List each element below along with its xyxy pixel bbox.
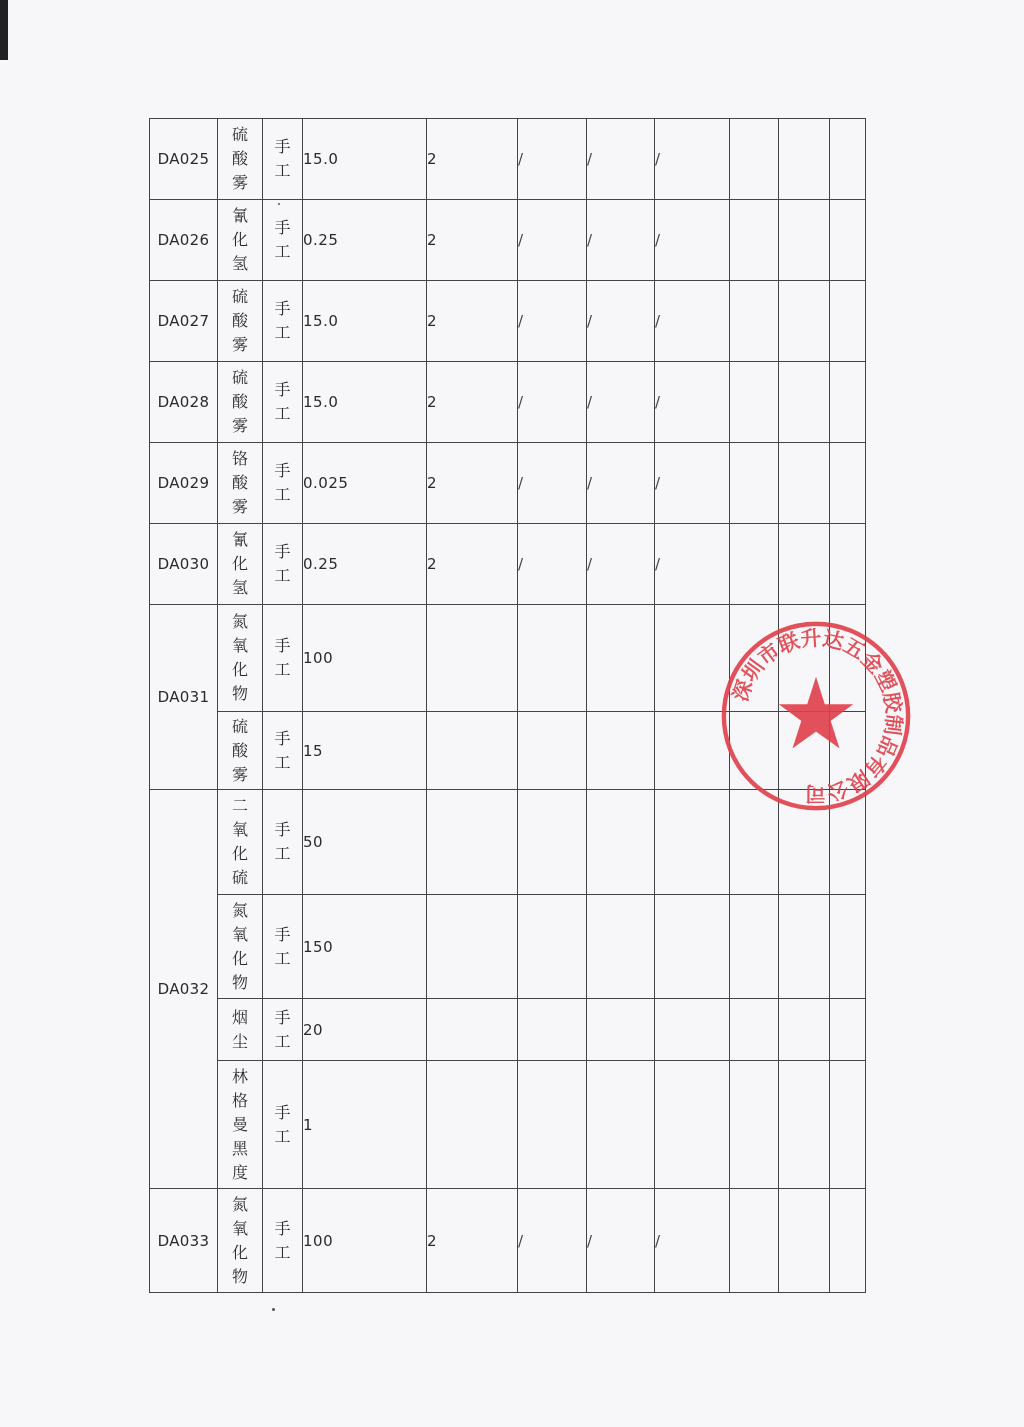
pollutant-name bbox=[218, 1189, 263, 1293]
empty-cell bbox=[779, 362, 830, 443]
column-value: / bbox=[655, 443, 730, 524]
empty-cell bbox=[730, 362, 779, 443]
monitoring-method-text: 手工 bbox=[274, 218, 291, 261]
table-row bbox=[150, 200, 866, 281]
column-value bbox=[587, 1061, 655, 1189]
monitoring-method-text: 手工 bbox=[274, 1102, 291, 1146]
pollutant-name bbox=[218, 712, 263, 790]
empty-cell bbox=[730, 119, 779, 200]
outlet-code: DA025 bbox=[150, 119, 218, 200]
monitoring-frequency: 2 bbox=[427, 281, 518, 362]
column-value bbox=[587, 999, 655, 1061]
column-value bbox=[655, 1061, 730, 1189]
scan-speck bbox=[278, 203, 280, 205]
empty-cell bbox=[830, 119, 866, 200]
outlet-code: DA031 bbox=[150, 605, 218, 790]
empty-cell bbox=[830, 1061, 866, 1189]
pollutant-name-text: 烟尘 bbox=[231, 1007, 248, 1051]
empty-cell bbox=[730, 200, 779, 281]
column-value: / bbox=[587, 1189, 655, 1293]
emission-limit: 20 bbox=[303, 999, 427, 1061]
table-row bbox=[150, 524, 866, 605]
column-value bbox=[587, 790, 655, 895]
outlet-code: DA027 bbox=[150, 281, 218, 362]
column-value: / bbox=[587, 119, 655, 200]
empty-cell bbox=[779, 524, 830, 605]
monitoring-method bbox=[263, 895, 303, 999]
empty-cell bbox=[830, 443, 866, 524]
column-value bbox=[518, 999, 587, 1061]
column-value: / bbox=[518, 119, 587, 200]
column-value bbox=[655, 999, 730, 1061]
outlet-code: DA032 bbox=[150, 790, 218, 1189]
column-value: / bbox=[587, 200, 655, 281]
pollutant-name-text: 硫酸雾 bbox=[231, 287, 248, 354]
scan-speck bbox=[272, 1308, 275, 1311]
monitoring-method bbox=[263, 1189, 303, 1293]
monitoring-method bbox=[263, 790, 303, 895]
monitoring-method-text: 手工 bbox=[274, 636, 291, 679]
pollutant-name-text: 林格曼黑度 bbox=[231, 1066, 248, 1182]
empty-cell bbox=[779, 999, 830, 1061]
monitoring-frequency bbox=[427, 1061, 518, 1189]
company-seal bbox=[718, 618, 914, 814]
seal-text: 深圳市联升达五金塑胶制品有限公司 bbox=[728, 625, 907, 806]
pollutant-name bbox=[218, 999, 263, 1061]
monitoring-method bbox=[263, 362, 303, 443]
outlet-code: DA029 bbox=[150, 443, 218, 524]
empty-cell bbox=[830, 1189, 866, 1293]
emission-limit: 15.0 bbox=[303, 362, 427, 443]
emission-limit: 0.25 bbox=[303, 524, 427, 605]
pollutant-name-text: 二氧化硫 bbox=[231, 796, 248, 887]
monitoring-method bbox=[263, 712, 303, 790]
empty-cell bbox=[779, 895, 830, 999]
empty-cell bbox=[779, 443, 830, 524]
monitoring-frequency bbox=[427, 605, 518, 712]
column-value: / bbox=[587, 281, 655, 362]
column-value bbox=[587, 712, 655, 790]
pollutant-name-text: 氮氧化物 bbox=[231, 900, 248, 992]
empty-cell bbox=[779, 119, 830, 200]
pollutant-name bbox=[218, 790, 263, 895]
column-value: / bbox=[655, 362, 730, 443]
column-value bbox=[518, 1061, 587, 1189]
empty-cell bbox=[730, 1189, 779, 1293]
column-value: / bbox=[655, 281, 730, 362]
pollutant-name bbox=[218, 119, 263, 200]
table-row bbox=[150, 281, 866, 362]
empty-cell bbox=[830, 999, 866, 1061]
emission-limit: 15.0 bbox=[303, 281, 427, 362]
pollutant-name-text: 氰化氢 bbox=[231, 530, 248, 597]
pollutant-name bbox=[218, 605, 263, 712]
empty-cell bbox=[830, 281, 866, 362]
column-value: / bbox=[518, 362, 587, 443]
outlet-code: DA026 bbox=[150, 200, 218, 281]
emission-limit: 0.025 bbox=[303, 443, 427, 524]
emission-limit: 150 bbox=[303, 895, 427, 999]
column-value: / bbox=[655, 1189, 730, 1293]
table-row bbox=[150, 119, 866, 200]
monitoring-method-text: 手工 bbox=[274, 299, 291, 342]
column-value: / bbox=[518, 524, 587, 605]
monitoring-method bbox=[263, 281, 303, 362]
monitoring-method bbox=[263, 119, 303, 200]
monitoring-method bbox=[263, 999, 303, 1061]
monitoring-method-text: 手工 bbox=[274, 1218, 291, 1262]
empty-cell bbox=[730, 999, 779, 1061]
monitoring-frequency: 2 bbox=[427, 443, 518, 524]
monitoring-frequency: 2 bbox=[427, 119, 518, 200]
emission-limit: 50 bbox=[303, 790, 427, 895]
monitoring-frequency: 2 bbox=[427, 1189, 518, 1293]
scan-edge-mark bbox=[0, 0, 8, 60]
table-row bbox=[150, 362, 866, 443]
table-row bbox=[150, 443, 866, 524]
monitoring-method-text: 手工 bbox=[274, 728, 291, 772]
monitoring-method-text: 手工 bbox=[274, 542, 291, 585]
monitoring-method-text: 手工 bbox=[274, 461, 291, 504]
seal-star-icon bbox=[779, 677, 853, 749]
monitoring-method-text: 手工 bbox=[274, 1007, 291, 1051]
outlet-code: DA028 bbox=[150, 362, 218, 443]
column-value: / bbox=[518, 200, 587, 281]
monitoring-method-text: 手工 bbox=[274, 380, 291, 423]
pollutant-name bbox=[218, 443, 263, 524]
monitoring-frequency bbox=[427, 712, 518, 790]
column-value: / bbox=[518, 443, 587, 524]
empty-cell bbox=[779, 281, 830, 362]
empty-cell bbox=[830, 200, 866, 281]
empty-cell bbox=[730, 1061, 779, 1189]
monitoring-frequency: 2 bbox=[427, 200, 518, 281]
pollutant-name-text: 氰化氢 bbox=[231, 206, 248, 273]
table-row bbox=[150, 1061, 866, 1189]
pollutant-name-text: 铬酸雾 bbox=[231, 449, 248, 516]
column-value bbox=[655, 895, 730, 999]
pollutant-name-text: 硫酸雾 bbox=[231, 716, 248, 784]
monitoring-method-text: 手工 bbox=[274, 137, 291, 180]
empty-cell bbox=[830, 362, 866, 443]
empty-cell bbox=[830, 895, 866, 999]
monitoring-frequency bbox=[427, 895, 518, 999]
empty-cell bbox=[830, 524, 866, 605]
column-value bbox=[518, 712, 587, 790]
empty-cell bbox=[779, 1061, 830, 1189]
empty-cell bbox=[730, 281, 779, 362]
column-value: / bbox=[518, 281, 587, 362]
pollutant-name bbox=[218, 200, 263, 281]
empty-cell bbox=[730, 524, 779, 605]
monitoring-method bbox=[263, 200, 303, 281]
column-value: / bbox=[587, 443, 655, 524]
empty-cell bbox=[730, 443, 779, 524]
empty-cell bbox=[779, 200, 830, 281]
column-value bbox=[518, 895, 587, 999]
pollutant-name bbox=[218, 524, 263, 605]
outlet-code: DA033 bbox=[150, 1189, 218, 1293]
pollutant-name-text: 氮氧化物 bbox=[231, 1194, 248, 1286]
column-value: / bbox=[587, 524, 655, 605]
empty-cell bbox=[779, 1189, 830, 1293]
monitoring-method bbox=[263, 524, 303, 605]
column-value bbox=[587, 605, 655, 712]
pollutant-name-text: 硫酸雾 bbox=[231, 368, 248, 435]
pollutant-name bbox=[218, 895, 263, 999]
monitoring-method bbox=[263, 1061, 303, 1189]
column-value: / bbox=[587, 362, 655, 443]
monitoring-frequency: 2 bbox=[427, 362, 518, 443]
pollutant-name-text: 氮氧化物 bbox=[231, 612, 248, 703]
emission-limit: 15.0 bbox=[303, 119, 427, 200]
emission-limit: 15 bbox=[303, 712, 427, 790]
monitoring-method-text: 手工 bbox=[274, 820, 291, 863]
pollutant-name-text: 硫酸雾 bbox=[231, 125, 248, 192]
column-value: / bbox=[655, 524, 730, 605]
monitoring-method-text: 手工 bbox=[274, 924, 291, 968]
monitoring-frequency bbox=[427, 790, 518, 895]
column-value bbox=[587, 895, 655, 999]
monitoring-frequency bbox=[427, 999, 518, 1061]
pollutant-name bbox=[218, 1061, 263, 1189]
column-value bbox=[518, 790, 587, 895]
emission-limit: 0.25 bbox=[303, 200, 427, 281]
table-row bbox=[150, 895, 866, 999]
column-value: / bbox=[518, 1189, 587, 1293]
emission-limit: 1 bbox=[303, 1061, 427, 1189]
monitoring-method bbox=[263, 443, 303, 524]
pollutant-name bbox=[218, 362, 263, 443]
emission-limit: 100 bbox=[303, 605, 427, 712]
outlet-code: DA030 bbox=[150, 524, 218, 605]
pollutant-name bbox=[218, 281, 263, 362]
table-row bbox=[150, 1189, 866, 1293]
column-value bbox=[518, 605, 587, 712]
column-value: / bbox=[655, 200, 730, 281]
empty-cell bbox=[730, 895, 779, 999]
monitoring-frequency: 2 bbox=[427, 524, 518, 605]
table-row bbox=[150, 999, 866, 1061]
monitoring-method bbox=[263, 605, 303, 712]
emission-limit: 100 bbox=[303, 1189, 427, 1293]
column-value: / bbox=[655, 119, 730, 200]
